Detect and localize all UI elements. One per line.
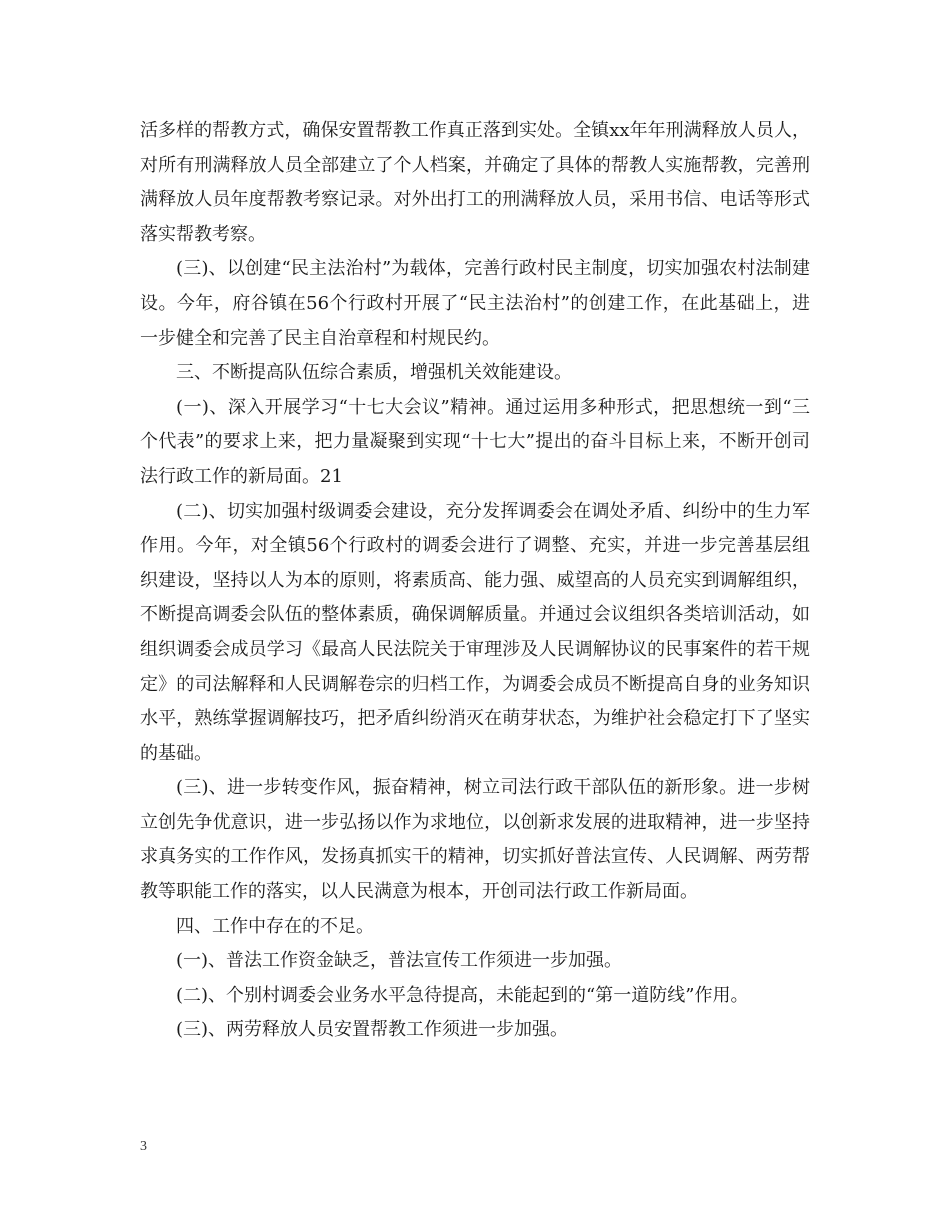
- paragraph-6: (三)、进一步转变作风，振奋精神，树立司法行政干部队伍的新形象。进一步树立创先争优意识，进一步弘扬以作为求地位，以创新求发展的进取精神，进一步坚持求真务实的工作作风，发扬真抓实干的精神，切实抓好普法宣传、人民调解、两劳帮教等职能工作的落实，以人民满意为根本，开创司法行政工作新局面。: [140, 777, 810, 903]
- paragraph-10: (三)、两劳释放人员安置帮教工作须进一步加强。: [176, 1019, 569, 1041]
- paragraph-1: 活多样的帮教方式，确保安置帮教工作真正落到实处。全镇xx年年刑满释放人员人，对所有刑满释放人员全部建立了个人档案，并确定了具体的帮教人实施帮教，完善刑满释放人员年度帮教考察记录。对外出打工的刑满释放人员，采用书信、电话等形式落实帮教考察。: [140, 120, 810, 245]
- paragraph-4: (一)、深入开展学习“十七大会议”精神。通过运用多种形式，把思想统一到“三个代表”的要求上来，把力量凝聚到实现“十七大”提出的奋斗目标上来，不断开创司法行政工作的新局面。21: [140, 396, 810, 487]
- page-number: 3: [140, 1139, 147, 1154]
- paragraph-2: (三)、以创建“民主法治村”为载体，完善行政村民主制度，切实加强农村法制建设。今年，府谷镇在56个行政村开展了“民主法治村”的创建工作，在此基础上，进一步健全和完善了民主自治章程和村规民约。: [140, 258, 810, 349]
- paragraph-8: (一)、普法工作资金缺乏，普法宣传工作须进一步加强。: [176, 950, 623, 972]
- section-heading-3: 三、不断提高队伍综合素质，增强机关效能建设。: [176, 362, 572, 384]
- paragraph-9: (二)、个别村调委会业务水平急待提高，未能起到的“第一道防线”作用。: [176, 984, 749, 1006]
- paragraph-5: (二)、切实加强村级调委会建设，充分发挥调委会在调处矛盾、纠纷中的生力军作用。今年，对全镇56个行政村的调委会进行了调整、充实，并进一步完善基层组织建设，坚持以人为本的原则，将素质高、能力强、威望高的人员充实到调解组织，不断提高调委会队伍的整体素质，确保调解质量。并通过会议组织各类培训活动，如组织调委会成员学习《最高人民法院关于审理涉及人民调解协议的民事案件的若干规定》的司法解释和人民调解卷宗的归档工作，为调委会成员不断提高自身的业务知识水平，熟练掌握调解技巧，把矛盾纠纷消灭在萌芽状态，为维护社会稳定打下了坚实的基础。: [140, 500, 810, 764]
- document-body: [140, 114, 810, 1048]
- section-heading-4: 四、工作中存在的不足。: [176, 915, 374, 937]
